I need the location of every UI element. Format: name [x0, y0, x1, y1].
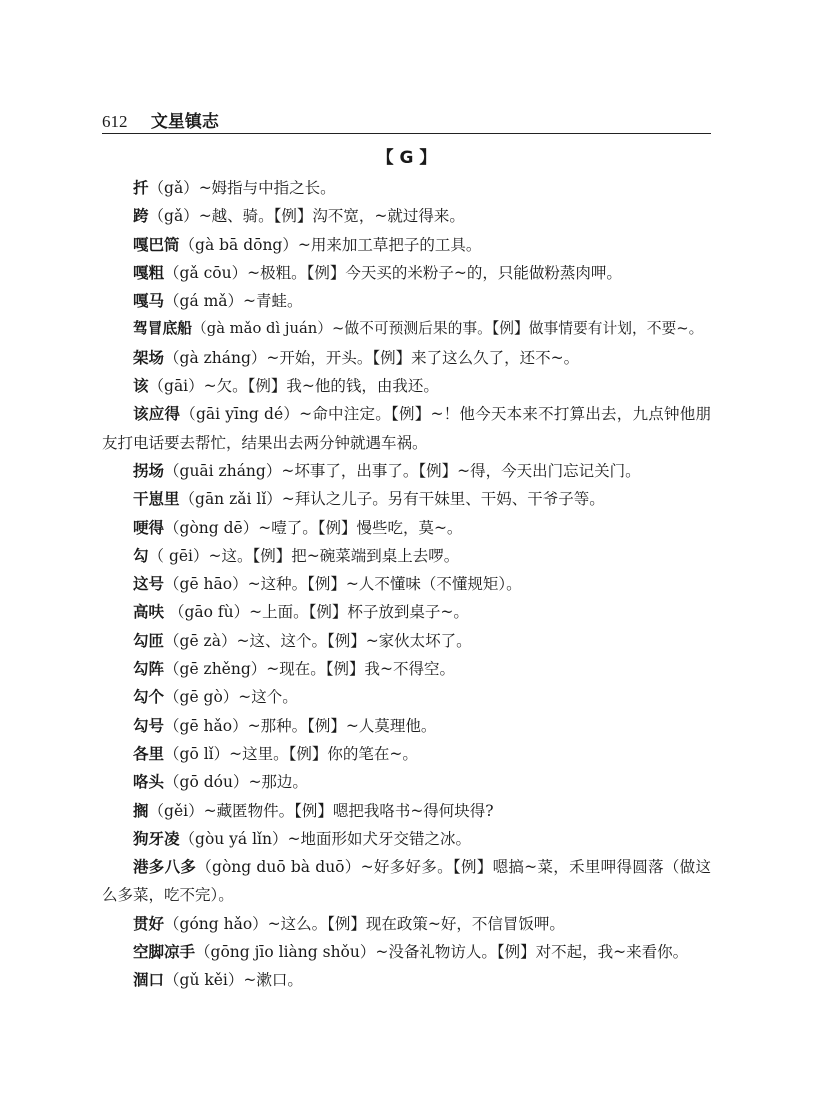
dictionary-entry [102, 315, 711, 343]
entry-pinyin: （gòng duō bà duō） [196, 858, 361, 877]
entry-definition: ~这个。 [238, 688, 298, 707]
entry-headword: 扦 [133, 179, 149, 197]
entry-pinyin: （gē zhěng） [164, 660, 267, 679]
entry-headword: 贯好 [133, 914, 165, 933]
dictionary-entry [102, 768, 711, 796]
entry-pinyin: （gǎ cōu） [164, 263, 248, 282]
entry-headword: 各里 [133, 744, 165, 763]
entry-pinyin: （gāo fù） [164, 603, 250, 622]
entry-headword: 勾匝 [133, 631, 165, 650]
entry-definition: ~上面。【例】杯子放到桌子~。 [249, 603, 469, 622]
entry-pinyin: （gà bā dōng） [179, 235, 298, 254]
entry-headword: 高呋 [133, 603, 165, 622]
dictionary-entry [102, 598, 711, 626]
dictionary-entry [102, 344, 711, 372]
page-number: 612 [102, 112, 128, 131]
dictionary-entry [102, 259, 711, 287]
entry-definition: ~极粗。【例】今天买的米粉子~的，只能做粉蒸肉呷。 [247, 263, 622, 282]
entry-definition: ~这、这个。【例】~家伙太坏了。 [236, 631, 472, 650]
entry-pinyin: （gō dóu） [164, 773, 249, 792]
entry-pinyin: （gōng jīo liàng shǒu） [195, 943, 376, 962]
entry-definition: ~那种。【例】~人莫理他。 [247, 716, 437, 735]
entry-definition: ~现在。【例】我~不得空。 [266, 660, 455, 679]
entry-pinyin: （gē gò） [164, 688, 239, 707]
entry-pinyin: （gē hǎo） [164, 716, 248, 735]
dictionary-entry [102, 797, 711, 825]
entry-definition: ~这么。【例】现在政策~好，不信冒饭呷。 [267, 914, 565, 933]
entry-pinyin: （gāi yīng dé） [180, 405, 300, 424]
entry-headword: 咯头 [133, 773, 165, 792]
entry-headword: 搁 [133, 801, 149, 820]
section-title: 【 G 】 [376, 148, 437, 168]
entry-headword: 勾号 [133, 716, 165, 735]
entry-pinyin: （ gēi） [148, 546, 209, 565]
dictionary-entry [102, 570, 711, 598]
dictionary-entry [102, 825, 711, 853]
entry-definition: ~那边。 [248, 773, 308, 792]
entry-definition: ~欠。【例】我~他的钱，由我还。 [203, 377, 439, 396]
dictionary-entry [102, 627, 711, 655]
dictionary-entry [102, 400, 711, 457]
entry-headword: 哽得 [133, 518, 165, 537]
entry-pinyin: （gǎ） [148, 207, 199, 226]
header-rule [102, 133, 711, 134]
dictionary-entry [102, 683, 711, 711]
entry-pinyin: （gǎ） [148, 179, 199, 197]
dictionary-entry [102, 853, 711, 910]
entry-definition: ~青蛙。 [243, 292, 303, 311]
entry-pinyin: （gà zháng） [164, 348, 267, 367]
entry-definition: ~开始，开头。【例】来了这么久了，还不~。 [266, 348, 580, 367]
entry-headword: 涸口 [133, 971, 165, 990]
entry-definition: ~这种。【例】~人不懂味（不懂规矩）。 [247, 575, 522, 594]
entry-pinyin: （gō lǐ） [164, 744, 230, 763]
entry-headword: 架场 [133, 348, 165, 367]
entry-definition: ~漱口。 [243, 971, 303, 990]
dictionary-entry [102, 542, 711, 570]
entry-definition: ~地面形如犬牙交错之冰。 [287, 829, 472, 848]
entry-headword: 勾个 [133, 688, 165, 707]
dictionary-entry [102, 174, 711, 202]
dictionary-entry [102, 485, 711, 513]
entry-pinyin: （gāi） [148, 377, 204, 396]
entry-headword: 空脚凉手 [133, 943, 196, 962]
dictionary-entry [102, 966, 711, 994]
entry-definition: ~拜认之儿子。另有干妹里、干妈、干爷子等。 [281, 490, 605, 509]
entry-pinyin: （gǔ kěi） [164, 971, 244, 990]
entry-definition: ~藏匿物件。【例】嗯把我咯书~得何块得? [203, 801, 494, 820]
entry-headword: 这号 [133, 575, 165, 594]
entry-definition: ~越、骑。【例】沟不宽，~就过得来。 [198, 207, 465, 226]
entry-headword: 嘎粗 [133, 263, 165, 282]
entry-headword: 嘎马 [133, 292, 165, 311]
entry-definition: ~命中注定。【例】~！他今天本来不打算出去，九点钟他朋友打电话要去帮忙，结果出去两分钟就遇车祸。 [102, 405, 711, 452]
dictionary-entry [102, 372, 711, 400]
book-title: 文星镇志 [150, 112, 219, 132]
entry-headword: 该应得 [133, 405, 181, 424]
entry-definition: ~没备礼物访人。【例】对不起，我~来看你。 [375, 943, 689, 962]
entry-definition: ~做不可预测后果的事。【例】做事情要有计划，不要~。 [332, 320, 704, 338]
entry-definition: ~坏事了，出事了。【例】~得，今天出门忘记关门。 [281, 461, 641, 480]
entry-headword: 干崽里 [133, 490, 180, 509]
entry-pinyin: （gěi） [148, 801, 204, 820]
dictionary-entry [102, 655, 711, 683]
entry-headword: 勾 [133, 546, 149, 565]
dictionary-entry [102, 938, 711, 966]
entry-pinyin: （gà mǎo dì juán） [192, 320, 332, 338]
dictionary-entry [102, 457, 711, 485]
dictionary-entry [102, 740, 711, 768]
entry-list [102, 174, 711, 995]
entry-definition: ~这里。【例】你的笔在~。 [229, 744, 418, 763]
dictionary-entry [102, 202, 711, 230]
entry-pinyin: （guāi zháng） [164, 461, 282, 480]
entry-pinyin: （gē hāo） [164, 575, 248, 594]
dictionary-entry [102, 231, 711, 259]
entry-headword: 跨 [133, 207, 149, 226]
entry-headword: 驾冒底船 [133, 320, 192, 338]
entry-headword: 该 [133, 377, 149, 396]
entry-definition: ~这。【例】把~碗菜端到桌上去啰。 [208, 546, 460, 565]
dictionary-entry [102, 287, 711, 315]
entry-pinyin: （gòng dē） [164, 518, 259, 537]
dictionary-entry [102, 712, 711, 740]
dictionary-entry [102, 514, 711, 542]
entry-definition: ~姆指与中指之长。 [198, 179, 336, 197]
page-header [102, 112, 711, 134]
entry-headword: 拐场 [133, 461, 165, 480]
entry-headword: 嘎巴筒 [133, 235, 180, 254]
entry-pinyin: （gān zǎi lǐ） [179, 490, 282, 509]
entry-pinyin: （góng hǎo） [164, 914, 268, 933]
entry-definition: ~用来加工草把子的工具。 [297, 235, 482, 254]
entry-headword: 港多八多 [133, 858, 197, 877]
entry-definition: ~噎了。【例】慢些吃，莫~。 [258, 518, 463, 537]
entry-pinyin: （gòu yá lǐn） [179, 829, 288, 848]
entry-headword: 狗牙凌 [133, 829, 180, 848]
entry-pinyin: （gē zà） [164, 631, 237, 650]
entry-pinyin: （gá mǎ） [164, 292, 244, 311]
entry-headword: 勾阵 [133, 660, 165, 679]
dictionary-entry [102, 910, 711, 938]
entry-definition: ~好多好多。【例】嗯搞~菜，禾里呷得圆落（做这么多菜，吃不完）。 [102, 858, 711, 905]
